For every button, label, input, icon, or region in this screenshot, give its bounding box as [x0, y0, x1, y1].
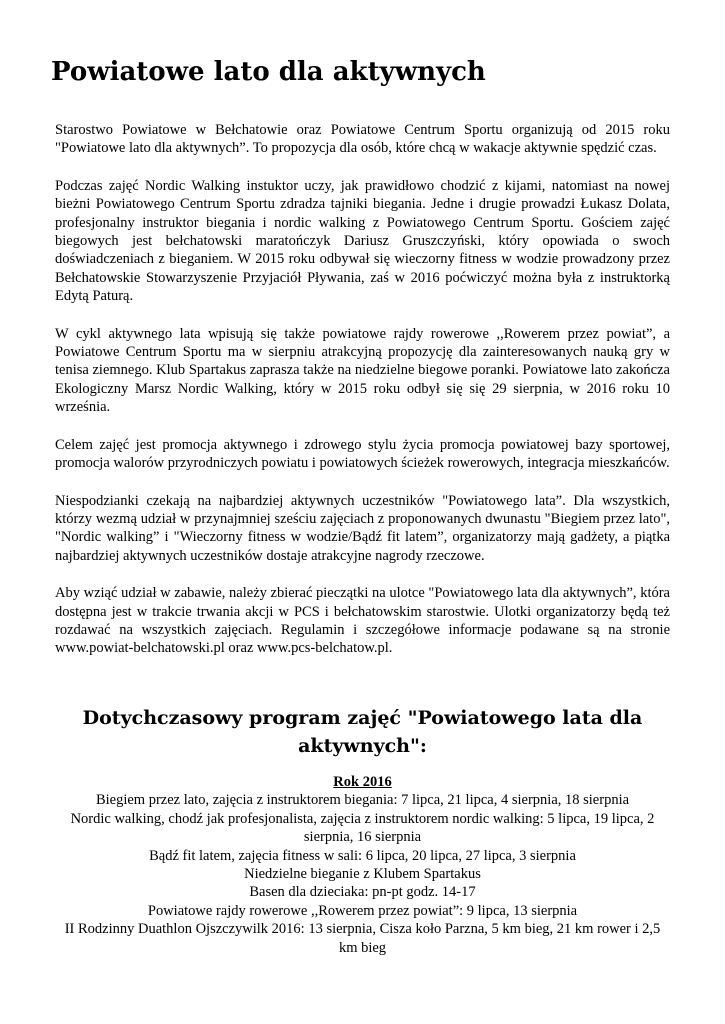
program-item: II Rodzinny Duathlon Ojszczywilk 2016: 13 sierpnia, Cisza koło Parzna, 5 km bieg, 21 km rower i 2,5 km bieg [64, 921, 661, 956]
program-item: Powiatowe rajdy rowerowe ,,Rowerem przez powiat”: 9 lipca, 13 sierpnia [147, 902, 578, 919]
paragraph-participation: Aby wziąć udział w zabawie, należy zbierać pieczątki na ulotce "Powiatowego lata dla aktywnych”, która dostępna jest w trakcie trwania akcji w PCS i bełchatowskim starostwie. Ulotki organizatorzy będą też rozdawać na wszystkich zajęciach. Regulamin i szczegółowe informacje podawane są na stronie www.powiat-belchatowski.pl oraz www.pcs-belchatow.pl. [55, 585, 670, 657]
paragraph-intro: Starostwo Powiatowe w Bełchatowie oraz Powiatowe Centrum Sportu organizują od 2015 roku "Powiatowe lato dla aktywnych”. To propozycja dla osób, które chcą w wakacje aktywnie spędzić czas. [55, 122, 670, 157]
article-body [55, 121, 670, 677]
program-item: Bądź fit latem, zajęcia fitness w sali: 6 lipca, 20 lipca, 27 lipca, 3 sierpnia [149, 847, 576, 864]
paragraph-cycle: W cykl aktywnego lata wpisują się także powiatowe rajdy rowerowe ,,Rowerem przez powiat”, a Powiatowe Centrum Sportu ma w sierpniu atrakcyjną propozycję dla zainteresowanych nauką gry w tenisa ziemnego. Klub Spartakus zaprasza także na niedzielne biegowe poranki. Powiatowe lato zakończa Ekologiczny Marsz Nordic Walking, który w 2015 roku odbył się się 29 sierpnia, w 2016 roku 10 września. [55, 325, 670, 416]
program-item: Nordic walking, chodź jak profesjonalista, zajęcia z instruktorem nordic walking: 5 lipca, 19 lipca, 2 sierpnia, 16 sierpnia [70, 810, 655, 846]
paragraph-goals: Celem zajęć jest promocja aktywnego i zdrowego stylu życia promocja powiatowej bazy sportowej, promocja walorów przyrodniczych powiatu i powiatowych ścieżek rowerowych, integracja mieszkańców. [55, 436, 670, 472]
program-list [55, 773, 670, 957]
program-item: Niedzielne bieganie z Klubem Spartakus [244, 866, 481, 883]
program-year: Rok 2016 [333, 774, 392, 790]
paragraph-nordic-walking: Podczas zajęć Nordic Walking instuktor uczy, jak prawidłowo chodzić z kijami, natomiast na nowej bieżni Powiatowego Centrum Sportu zdradza tajniki biegania. Jedne i drugie prowadzi Łukasz Dolata, profesjonalny instruktor biegania i nordic walking z Powiatowego Centrum Sportu. Gościem zajęć biegowych jest bełchatowski maratończyk Dariusz Gruszczyński, który opowiada o swoch doświadczeniach z bieganiem. W 2015 roku odbywał się wieczorny fitness w wodzie prowadzony przez Bełchatowskie Stowarzyszenie Przyjaciół Pływania, zaś w 2016 poćwiczyć można była z instruktorką Edytą Paturą. [55, 177, 670, 305]
program-item: Biegiem przez lato, zajęcia z instruktorem biegania: 7 lipca, 21 lipca, 4 sierpnia, 18 sierpnia [95, 792, 630, 809]
page-title: Powiatowe lato dla aktywnych [51, 57, 486, 87]
program-heading: Dotychczasowy program zajęć "Powiatowego lata dla aktywnych": [82, 707, 643, 757]
program-item: Basen dla dzieciaka: pn-pt godz. 14-17 [249, 884, 476, 901]
paragraph-surprises: Niespodzianki czekają na najbardziej aktywnych uczestników "Powiatowego lata”. Dla wszystkich, którzy wezmą udział w przynajmniej sześciu zajęciach z proponowanych dwunastu "Biegiem przez lato", "Nordic walking” i "Wieczorny fitness w wodzie/Bądź fit latem”, organizatorzy mają gadżety, a piątka najbardziej aktywnych uczestników dostaje atrakcyjne nagrody rzeczowe. [55, 492, 670, 564]
